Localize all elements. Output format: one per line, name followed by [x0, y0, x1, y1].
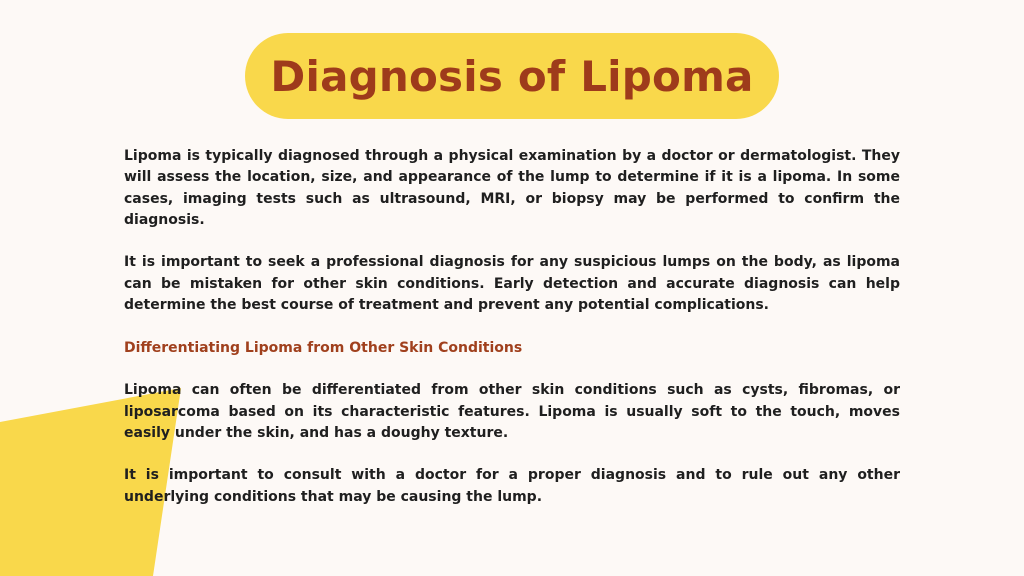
spacer	[124, 316, 900, 337]
paragraph-diagnosis-method: Lipoma is typically diagnosed through a physical examination by a doctor or dermatologist. They will assess the location, size, and appearance of the lump to determine if it is a lipoma. In some cases, imaging tests such as ultrasound, MRI, or biopsy may be performed to confirm the diagnosis.	[124, 148, 900, 228]
spacer	[124, 359, 900, 380]
paragraph-consult-doctor: It is important to consult with a doctor for a proper diagnosis and to rule out any other underlying conditions that may be causing the lump.	[124, 467, 900, 505]
spacer	[124, 231, 900, 252]
paragraph-differentiation: Lipoma can often be differentiated from other skin conditions such as cysts, fibromas, or liposarcoma based on its characteristic features. Lipoma is usually soft to the touch, moves easily under the skin, and has a doughy texture.	[124, 382, 900, 441]
page-title: Diagnosis of Lipoma	[270, 51, 754, 101]
section-subheading: Differentiating Lipoma from Other Skin Conditions	[124, 339, 523, 356]
title-banner	[245, 33, 779, 119]
spacer	[124, 444, 900, 465]
content-body	[124, 146, 900, 508]
paragraph-professional-diagnosis: It is important to seek a professional diagnosis for any suspicious lumps on the body, as lipoma can be mistaken for other skin conditions. Early detection and accurate diagnosis can help determine the best course of treatment and prevent any potential complications.	[124, 254, 900, 314]
